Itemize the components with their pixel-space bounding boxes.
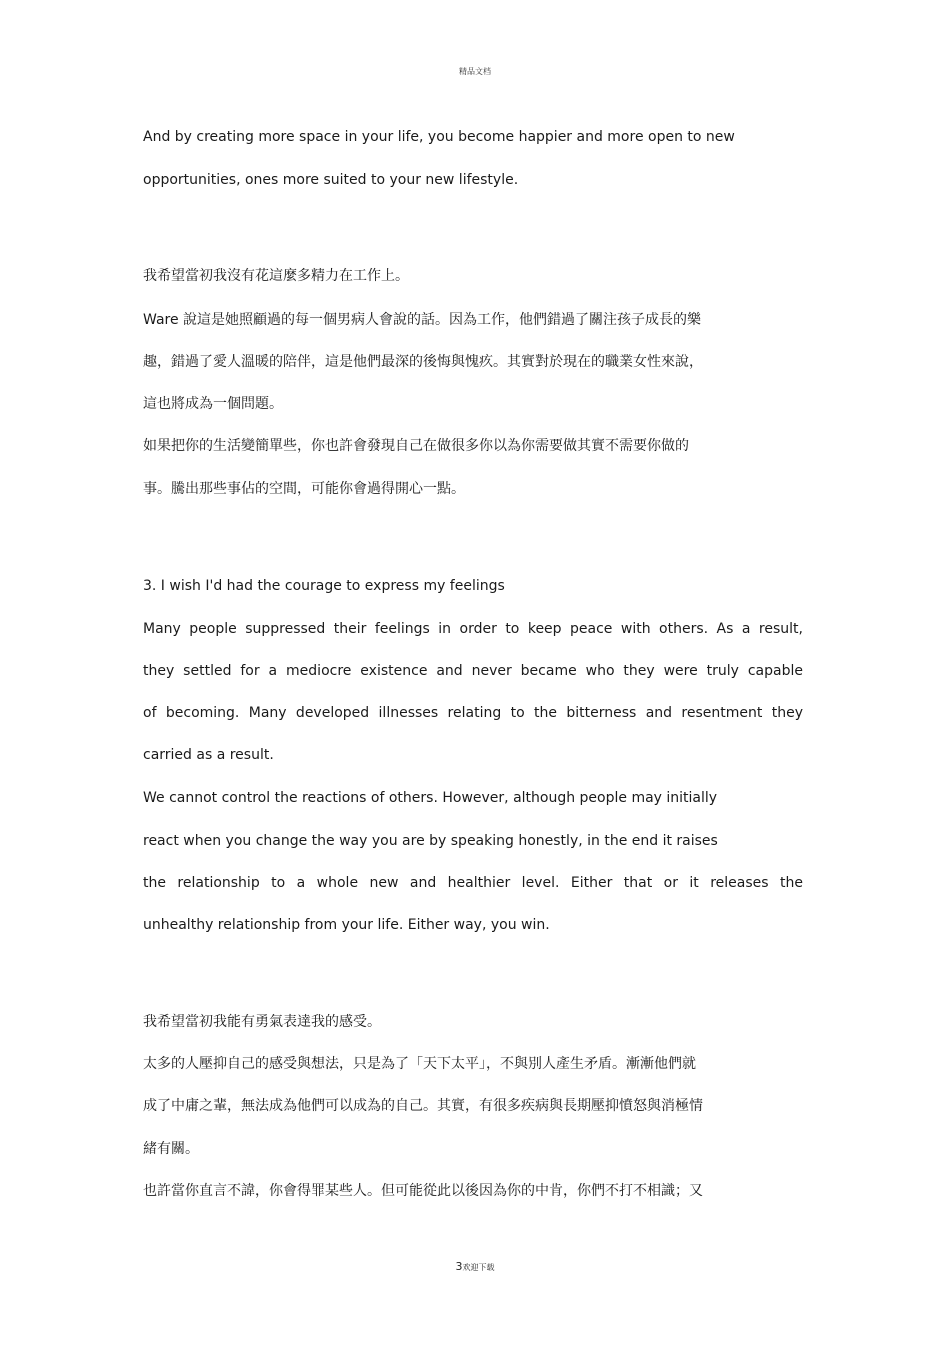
text-line: We cannot control the reactions of others. However, although people may initially [143,790,718,806]
page-header: 精品文档 [459,67,491,76]
text-line: 事。騰出那些事佔的空間，可能你會過得開心一點。 [143,481,465,497]
text-line: 也許當你直言不諱，你會得罪某些人。但可能從此以後因為你的中肯，你們不打不相識；又 [143,1183,703,1199]
text-line: react when you change the way you are by speaking honestly, in the end it raises [143,833,718,849]
text-line: 緒有關。 [143,1141,199,1157]
text-line: carried as a result. [143,747,274,763]
text-line: of becoming. Many developed illnesses relating to the bitterness and resentment they [143,705,803,721]
text-line: 趣，錯過了愛人溫暖的陪伴，這是他們最深的後悔與愧疚。其實對於現在的職業女性來說， [143,354,703,370]
text-line: Many people suppressed their feelings in order to keep peace with others. As a result, [143,621,803,637]
text-line: 如果把你的生活變簡單些，你也許會發現自己在做很多你以為你需要做其實不需要你做的 [143,438,689,454]
text-line: 我希望當初我能有勇氣表達我的感受。 [143,1014,381,1030]
text-line: 這也將成為一個問題。 [143,396,283,412]
text-line: Ware 說這是她照顧過的每一個男病人會說的話。因為工作，他們錯過了關注孩子成長的樂 [143,312,702,328]
text-line: opportunities, ones more suited to your new lifestyle. [143,172,519,188]
text-line: 太多的人壓抑自己的感受與想法，只是為了「天下太平」，不與別人產生矛盾。漸漸他們就 [143,1056,696,1072]
text-line: the relationship to a whole new and healthier level. Either that or it releases the [143,875,803,891]
section-heading: 3. I wish I'd had the courage to express my feelings [143,578,505,594]
text-line: 我希望當初我沒有花這麼多精力在工作上。 [143,268,409,284]
text-line: unhealthy relationship from your life. Either way, you win. [143,917,550,933]
page-footer [0,1260,950,1273]
text-line: they settled for a mediocre existence and never became who they were truly capable [143,663,803,679]
footer-text: 欢迎下载 [462,1263,495,1272]
page-number: 3 [455,1260,463,1273]
text-line: And by creating more space in your life, you become happier and more open to new [143,129,735,145]
text-line: 成了中庸之輩，無法成為他們可以成為的自己。其實，有很多疾病與長期壓抑憤怒與消極情 [143,1098,703,1114]
